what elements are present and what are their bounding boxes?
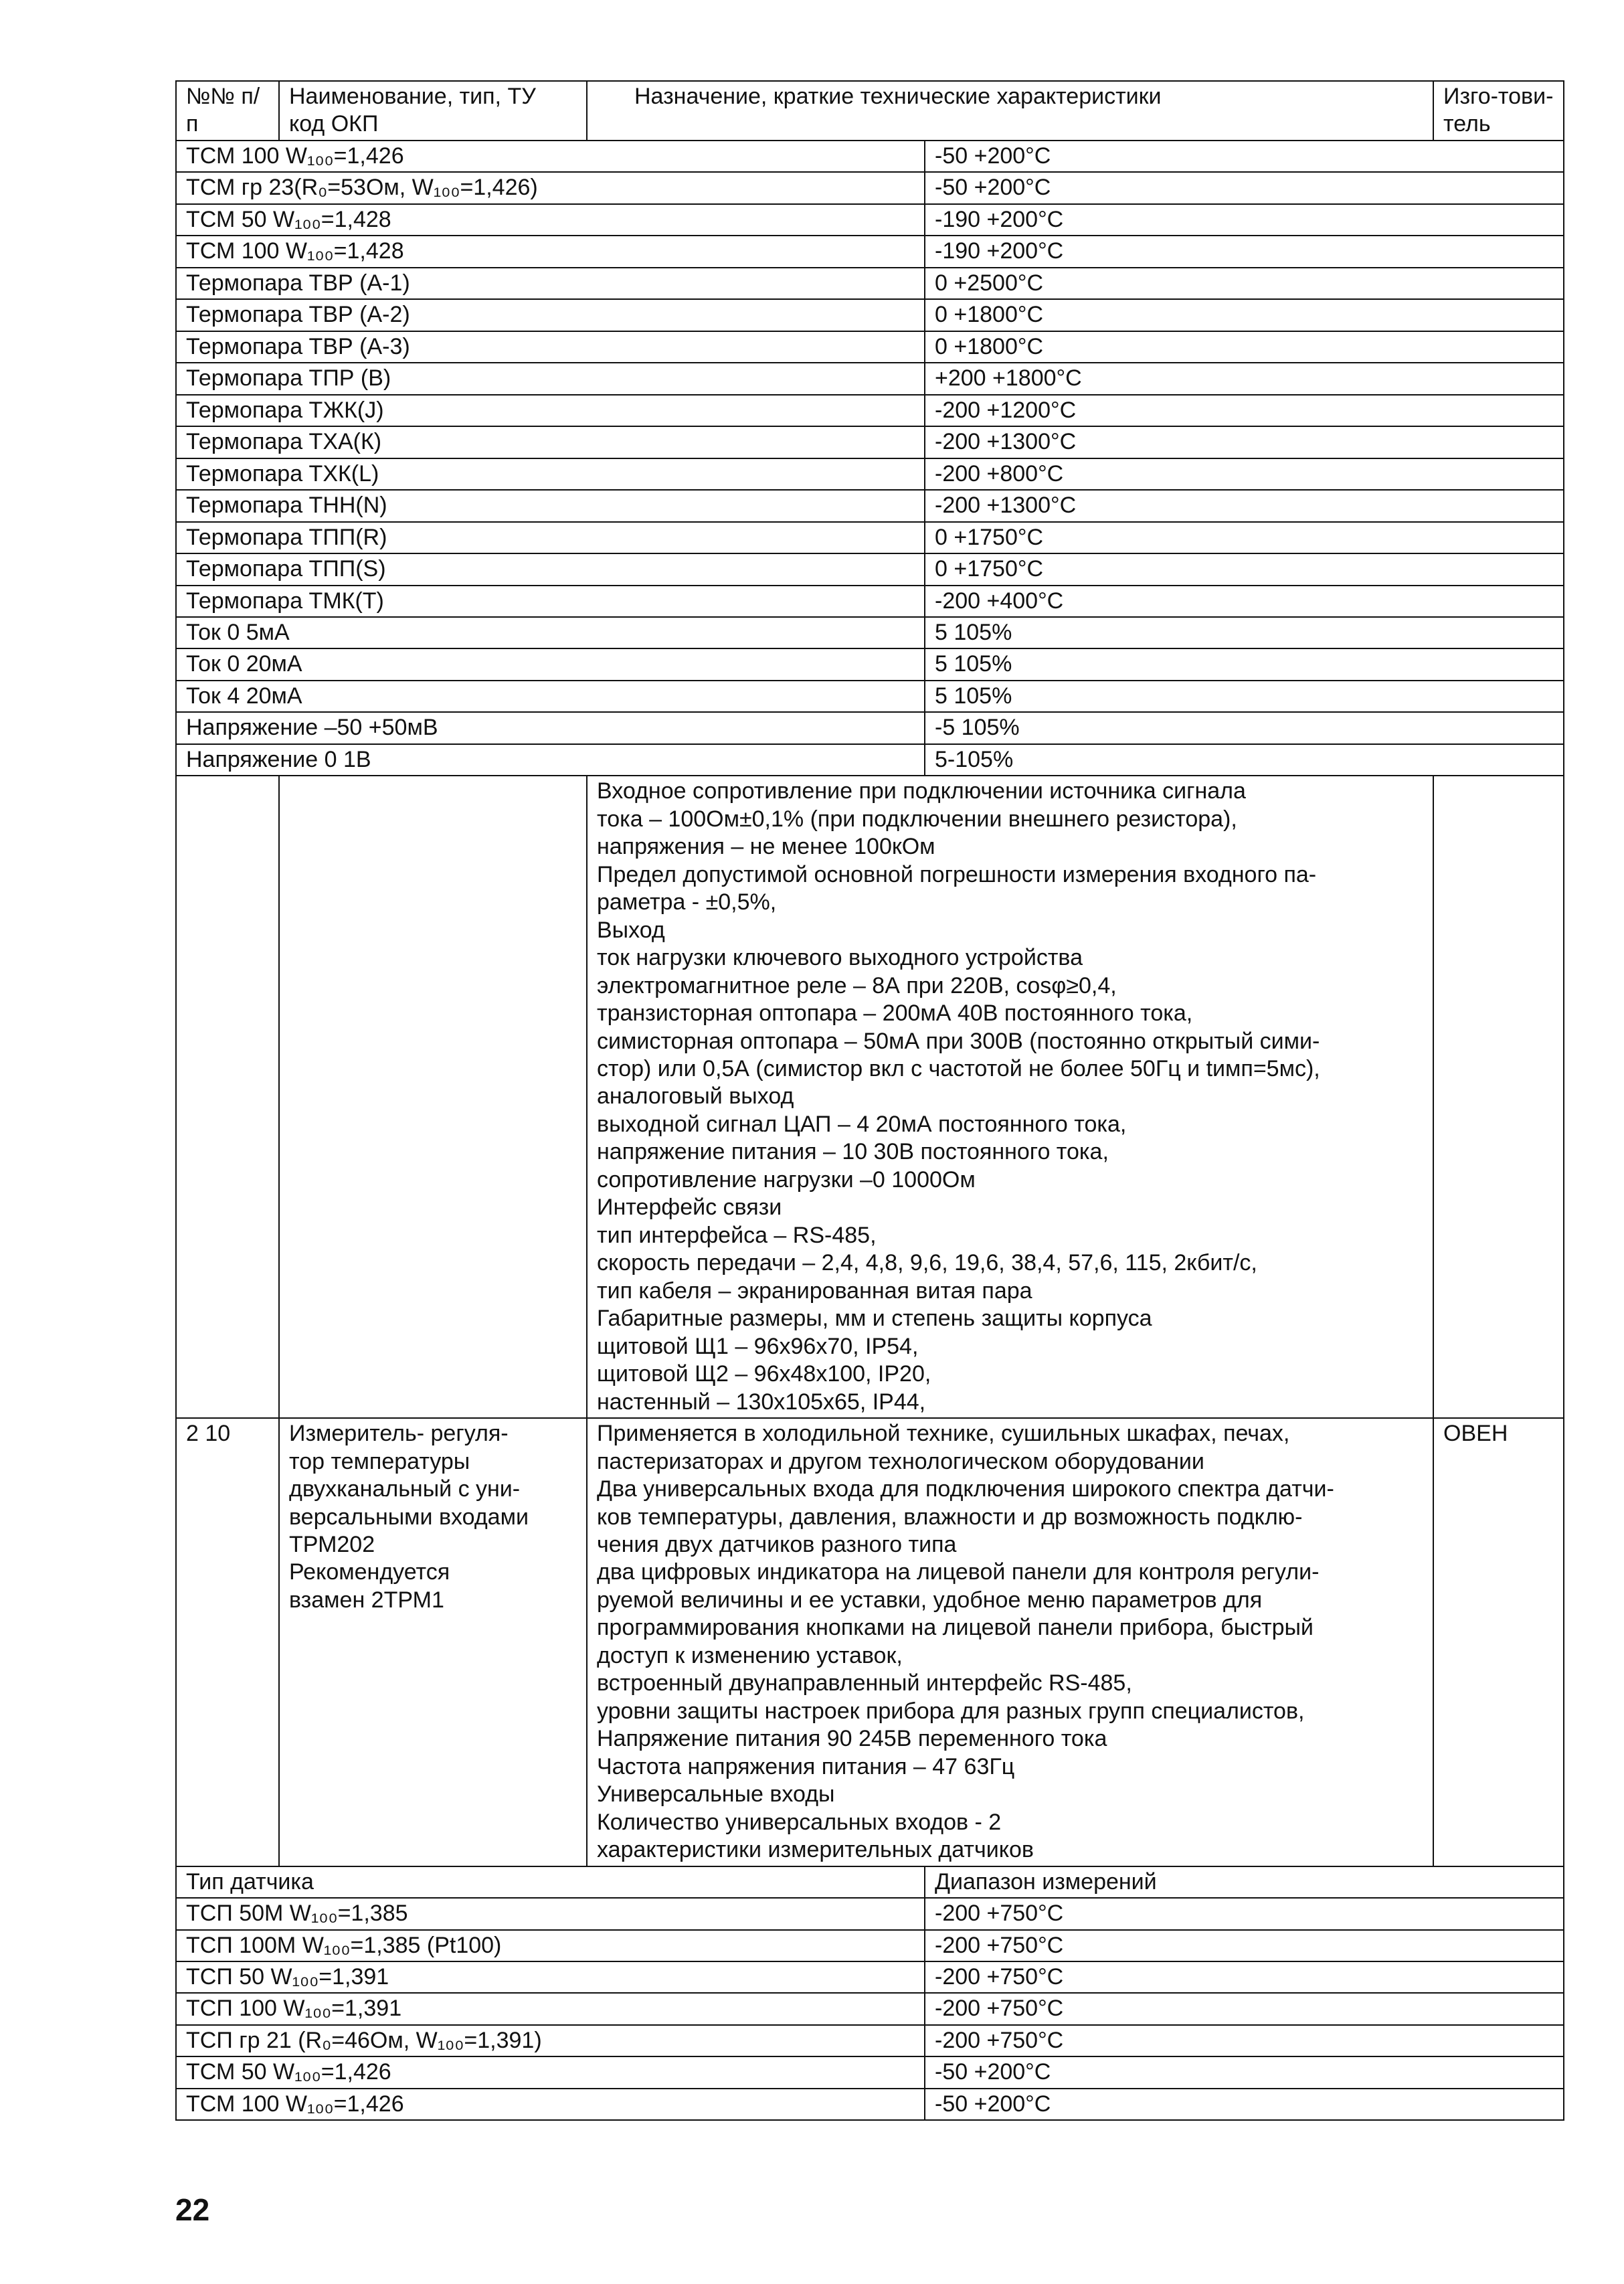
item-desc-line: уровни защиты настроек прибора для разных групп специалистов, [597, 1698, 1305, 1724]
sensor-type: ТСМ 100 W₁₀₀=1,426 [176, 141, 925, 172]
table-body [176, 81, 1564, 2120]
item-row-2-10 [176, 1418, 1564, 1866]
specs-text-line: тока – 100Ом±0,1% (при подключении внешнего резистора), [597, 806, 1237, 832]
item-name-line: взамен 2ТРМ1 [289, 1587, 444, 1613]
measure-range: -200 +750°C [925, 2025, 1564, 2056]
sensor-type: Ток 0 5мА [176, 617, 925, 648]
sensor-type: ТСМ 100 W₁₀₀=1,428 [176, 236, 925, 267]
item-desc-line: Частота напряжения питания – 47 63Гц [597, 1753, 1015, 1779]
sensor-type: Термопара ТНН(N) [176, 490, 925, 521]
measure-range: 5 105% [925, 648, 1564, 680]
sensor-type: ТСМ 50 W₁₀₀=1,426 [176, 2056, 925, 2088]
spec-table [175, 80, 1564, 2121]
measure-range: -200 +1200°C [925, 395, 1564, 426]
specs-text-line: щитовой Щ1 – 96х96х70, IP54, [597, 1333, 919, 1359]
sensor-type: ТСП гр 21 (R₀=46Ом, W₁₀₀=1,391) [176, 2025, 925, 2056]
measure-range: 0 +1800°C [925, 331, 1564, 363]
measure-range: -200 +400°C [925, 586, 1564, 617]
specs-text-line: электромагнитное реле – 8А при 220В, cosφ≥0,4, [597, 972, 1117, 998]
measure-range: -50 +200°C [925, 172, 1564, 203]
measure-range: -190 +200°C [925, 204, 1564, 236]
item-desc-line: два цифровых индикатора на лицевой панели для контроля регули- [597, 1559, 1320, 1585]
specs-text-line: тип интерфейса – RS-485, [597, 1222, 877, 1248]
specs-text-line: раметра - ±0,5%, [597, 889, 777, 915]
item-desc-line: Количество универсальных входов - 2 [597, 1809, 1002, 1835]
item-name-line: версальными входами [289, 1504, 529, 1530]
item-desc-line: руемой величины и ее уставки, удобное меню параметров для [597, 1587, 1263, 1613]
measure-range: -200 +800°C [925, 458, 1564, 490]
measure-range-header: Диапазон измерений [925, 1866, 1564, 1898]
item-desc-line: чения двух датчиков разного типа [597, 1531, 957, 1557]
range-row [176, 1930, 1564, 1961]
range-row [176, 2089, 1564, 2120]
measure-range: -200 +750°C [925, 1993, 1564, 2024]
header-maker: Изго-тови-тель [1433, 81, 1564, 141]
sensor-type-header: Тип датчика [176, 1866, 925, 1898]
sensor-type: ТСП 100М W₁₀₀=1,385 (Pt100) [176, 1930, 925, 1961]
item-name-line: ТРМ202 [289, 1531, 375, 1557]
range-row [176, 1961, 1564, 1993]
range-row [176, 522, 1564, 553]
sensor-type: Термопара ТПП(R) [176, 522, 925, 553]
range-row [176, 553, 1564, 585]
item-desc-line: встроенный двунаправленный интерфейс RS-485, [597, 1670, 1132, 1696]
range-row [176, 426, 1564, 458]
sensor-type: Ток 4 20мА [176, 681, 925, 712]
item-name-line: тор температуры [289, 1448, 470, 1474]
measure-range: 5 105% [925, 617, 1564, 648]
empty-maker-cell [1433, 776, 1564, 1418]
range-row [176, 395, 1564, 426]
item-desc [587, 1418, 1433, 1866]
specs-text-line: напряжения – не менее 100кОм [597, 834, 935, 860]
sensor-type: Термопара ТПП(S) [176, 553, 925, 585]
specs-text [587, 776, 1433, 1418]
measure-range: 5 105% [925, 681, 1564, 712]
item-desc-line: характеристики измерительных датчиков [597, 1837, 1034, 1863]
sensor-type: Напряжение –50 +50мВ [176, 712, 925, 743]
specs-text-line: Выход [597, 917, 665, 943]
range-row [176, 681, 1564, 712]
measure-range: -200 +1300°C [925, 490, 1564, 521]
item-name-line: Измеритель- регуля- [289, 1421, 509, 1447]
specs-row [176, 776, 1564, 1418]
item-desc-line: доступ к изменению уставок, [597, 1642, 903, 1668]
measure-range: 0 +1750°C [925, 553, 1564, 585]
empty-num-cell [176, 776, 279, 1418]
measure-range: -200 +750°C [925, 1961, 1564, 1993]
sensor-type: Ток 0 20мА [176, 648, 925, 680]
measure-range: -200 +750°C [925, 1898, 1564, 1929]
specs-text-line: симисторная оптопара – 50мА при 300В (постоянно открытый сими- [597, 1028, 1320, 1054]
sensor-type: Термопара ТПР (В) [176, 363, 925, 394]
measure-range: -200 +750°C [925, 1930, 1564, 1961]
ranges-header-row [176, 1866, 1564, 1898]
range-row [176, 1993, 1564, 2024]
specs-text-line: настенный – 130х105х65, IP44, [597, 1389, 926, 1415]
measure-range: -200 +1300°C [925, 426, 1564, 458]
page-number: 22 [175, 2192, 210, 2227]
header-purpose: Назначение, краткие технические характеристики [587, 81, 1433, 141]
measure-range: -50 +200°C [925, 2089, 1564, 2120]
sensor-type: Термопара ТВР (А-1) [176, 268, 925, 299]
range-row [176, 1898, 1564, 1929]
item-desc-line: Два универсальных входа для подключения широкого спектра датчи- [597, 1476, 1334, 1502]
item-desc-line: Универсальные входы [597, 1781, 835, 1808]
item-name-line: двухканальный с уни- [289, 1476, 521, 1502]
sensor-type: Термопара ТХК(L) [176, 458, 925, 490]
specs-text-line: Входное сопротивление при подключении источника сигнала [597, 778, 1246, 804]
item-desc-line: Напряжение питания 90 245В переменного тока [597, 1726, 1107, 1752]
item-desc-line: пастеризаторах и другом технологическом оборудовании [597, 1448, 1204, 1474]
item-desc-line: ков температуры, давления, влажности и др возможность подклю- [597, 1504, 1303, 1530]
header-name: Наименование, тип, ТУ код ОКП [279, 81, 587, 141]
item-name [279, 1418, 587, 1866]
range-row [176, 648, 1564, 680]
range-row [176, 458, 1564, 490]
specs-text-line: щитовой Щ2 – 96х48х100, IP20, [597, 1361, 931, 1387]
range-row [176, 363, 1564, 394]
sensor-type: Термопара ТВР (А-3) [176, 331, 925, 363]
range-row [176, 617, 1564, 648]
sensor-type: Термопара ТВР (А-2) [176, 299, 925, 331]
specs-text-line: транзисторная оптопара – 200мА 40В постоянного тока, [597, 1000, 1193, 1027]
sensor-type: ТСМ 50 W₁₀₀=1,428 [176, 204, 925, 236]
specs-text-line: тип кабеля – экранированная витая пара [597, 1278, 1032, 1304]
specs-text-line: ток нагрузки ключевого выходного устройства [597, 945, 1083, 971]
item-name-line: Рекомендуется [289, 1559, 450, 1585]
specs-text-line: Габаритные размеры, мм и степень защиты корпуса [597, 1306, 1152, 1332]
range-row [176, 268, 1564, 299]
measure-range: -5 105% [925, 712, 1564, 743]
item-desc-line: Применяется в холодильной технике, сушильных шкафах, печах, [597, 1421, 1290, 1447]
measure-range: 5-105% [925, 744, 1564, 776]
range-row [176, 2025, 1564, 2056]
measure-range: -50 +200°C [925, 141, 1564, 172]
empty-name-cell [279, 776, 587, 1418]
item-num: 2 10 [176, 1418, 279, 1866]
item-maker: ОВЕН [1433, 1418, 1564, 1866]
measure-range: -50 +200°C [925, 2056, 1564, 2088]
sensor-type: Термопара ТХА(К) [176, 426, 925, 458]
header-num: №№ п/п [176, 81, 279, 141]
sensor-type: ТСМ гр 23(R₀=53Ом, W₁₀₀=1,426) [176, 172, 925, 203]
sensor-type: Термопара ТЖК(J) [176, 395, 925, 426]
sensor-type: ТСМ 100 W₁₀₀=1,426 [176, 2089, 925, 2120]
measure-range: 0 +1800°C [925, 299, 1564, 331]
sensor-type: Термопара ТМК(Т) [176, 586, 925, 617]
range-row [176, 331, 1564, 363]
sensor-type: Напряжение 0 1В [176, 744, 925, 776]
sensor-type: ТСП 50 W₁₀₀=1,391 [176, 1961, 925, 1993]
range-row [176, 2056, 1564, 2088]
specs-text-line: Предел допустимой основной погрешности измерения входного па- [597, 861, 1317, 887]
range-row [176, 172, 1564, 203]
specs-text-line: напряжение питания – 10 30В постоянного тока, [597, 1139, 1109, 1165]
range-row [176, 490, 1564, 521]
specs-text-line: скорость передачи – 2,4, 4,8, 9,6, 19,6, 38,4, 57,6, 115, 2кбит/с, [597, 1250, 1257, 1276]
measure-range: +200 +1800°C [925, 363, 1564, 394]
specs-text-line: стор) или 0,5А (симистор вкл с частотой не более 50Гц и tимп=5мс), [597, 1056, 1320, 1081]
specs-text-line: Интерфейс связи [597, 1195, 782, 1221]
specs-text-line: сопротивление нагрузки –0 1000Ом [597, 1166, 976, 1193]
sensor-type: ТСП 50М W₁₀₀=1,385 [176, 1898, 925, 1929]
measure-range: 0 +2500°C [925, 268, 1564, 299]
range-row [176, 712, 1564, 743]
measure-range: -190 +200°C [925, 236, 1564, 267]
specs-text-line: аналоговый выход [597, 1083, 794, 1110]
range-row [176, 586, 1564, 617]
item-desc-line: программирования кнопками на лицевой панели прибора, быстрый [597, 1615, 1314, 1641]
range-row [176, 299, 1564, 331]
specs-text-line: выходной сигнал ЦАП – 4 20мА постоянного тока, [597, 1111, 1127, 1137]
range-row [176, 236, 1564, 267]
measure-range: 0 +1750°C [925, 522, 1564, 553]
header-row [176, 81, 1564, 141]
range-row [176, 141, 1564, 172]
range-row [176, 744, 1564, 776]
sensor-type: ТСП 100 W₁₀₀=1,391 [176, 1993, 925, 2024]
range-row [176, 204, 1564, 236]
